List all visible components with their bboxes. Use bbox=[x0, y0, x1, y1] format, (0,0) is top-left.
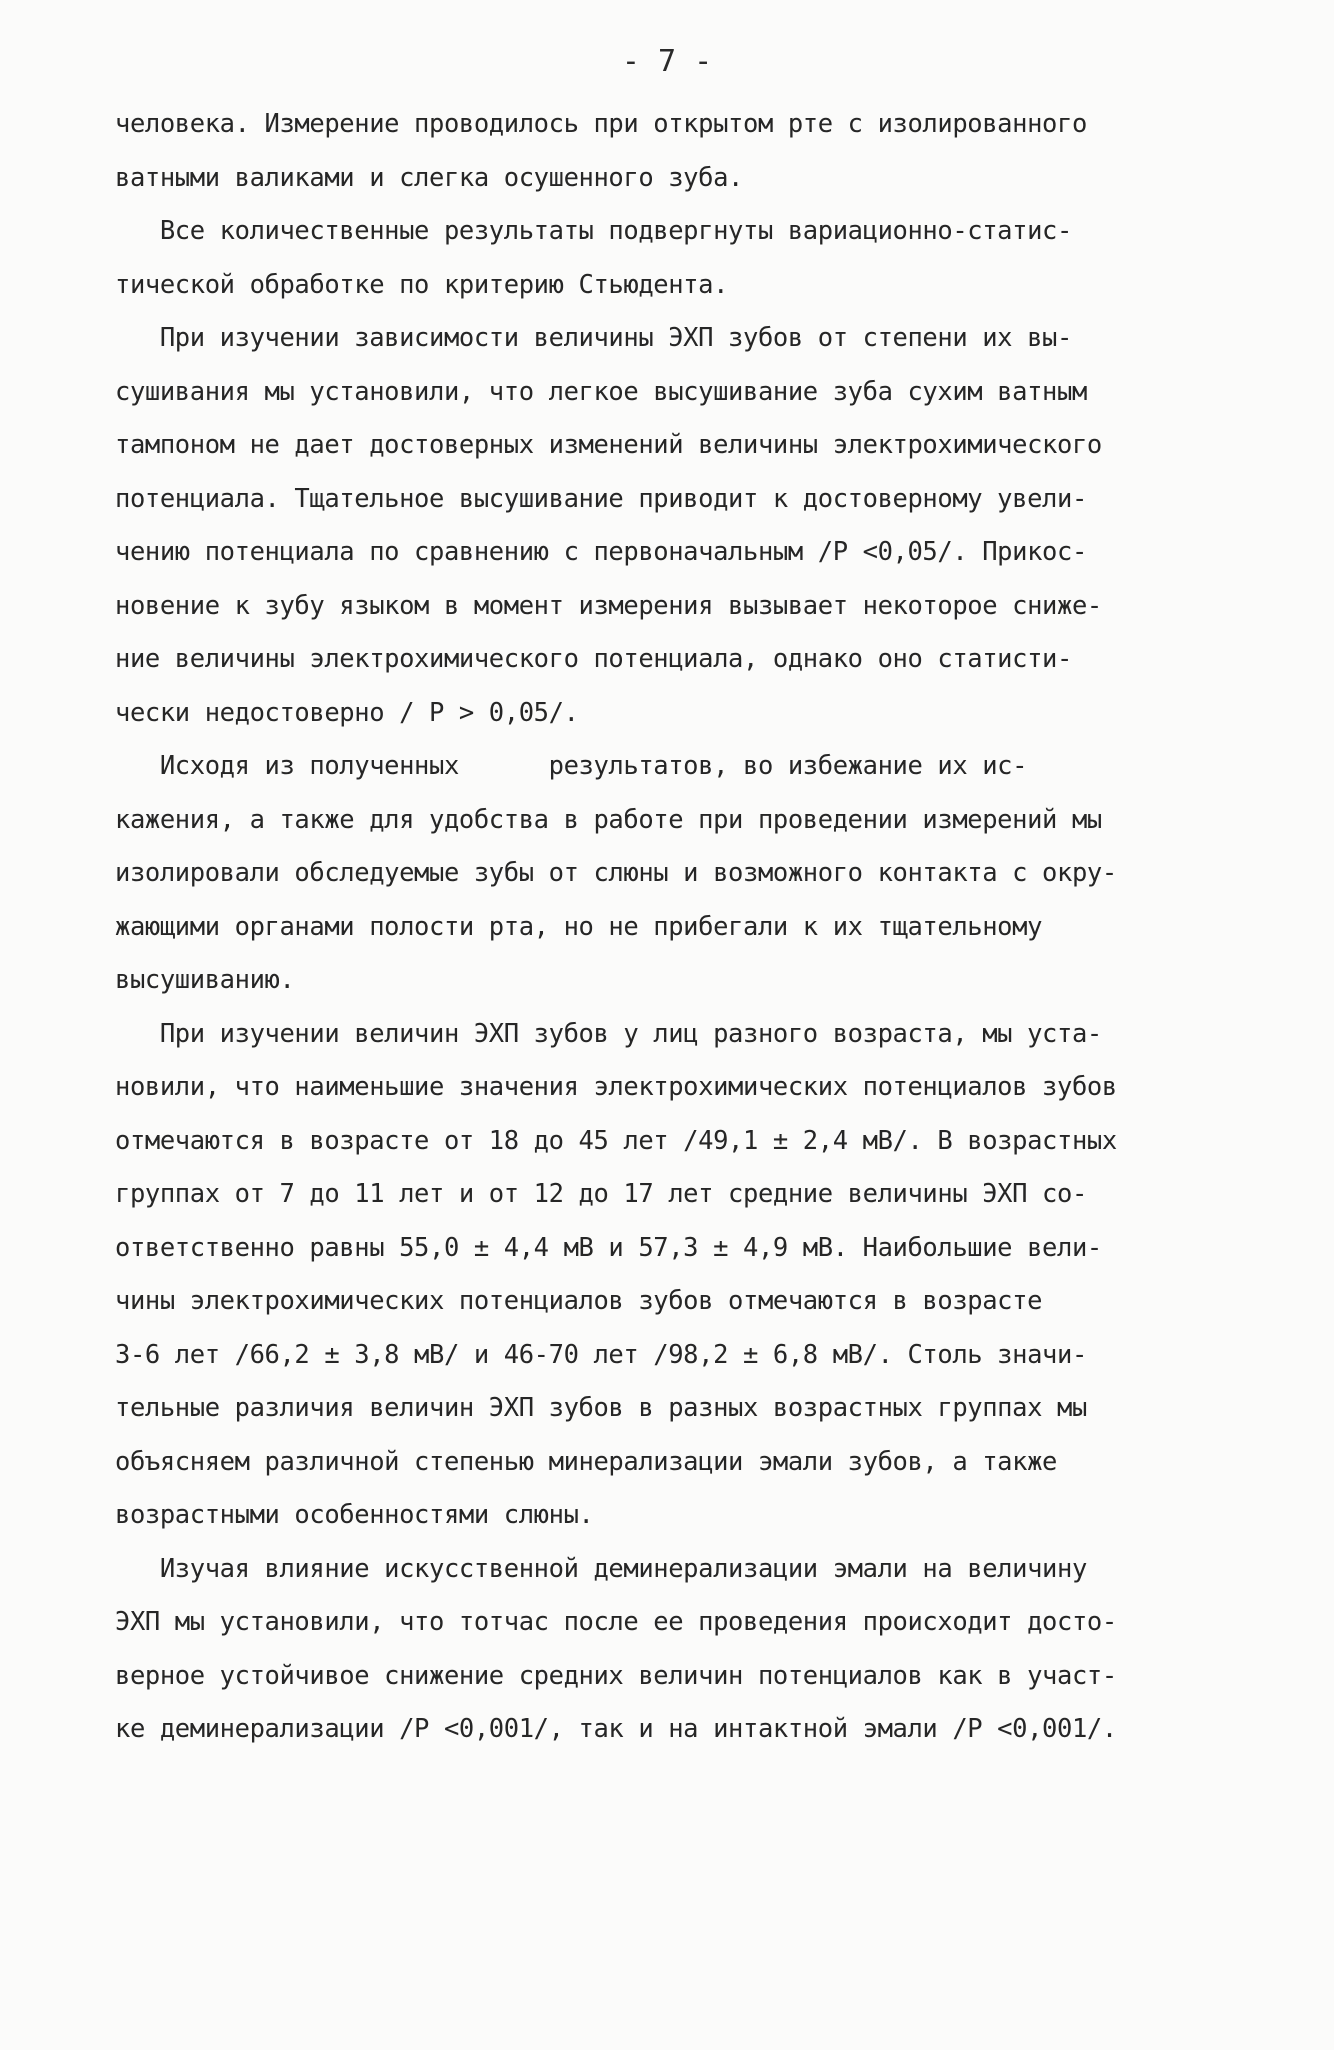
text-line: новили, что наименьшие значения электрохимических потенциалов зубов bbox=[115, 1072, 1117, 1102]
text-line: При изучении величин ЭХП зубов у лиц разного возраста, мы уста- bbox=[115, 1018, 1102, 1049]
text-line: сушивания мы установили, что легкое высушивание зуба сухим ватным bbox=[115, 376, 1087, 407]
text-line: тампоном не дает достоверных изменений величины электрохимического bbox=[115, 430, 1102, 460]
text-line: тельные различия величин ЭХП зубов в разных возрастных группах мы bbox=[115, 1393, 1087, 1423]
text-line: Изучая влияние искусственной деминерализации эмали на величину bbox=[115, 1553, 1087, 1584]
text-line: тической обработке по критерию Стьюдента. bbox=[115, 269, 729, 300]
text-line: Все количественные результаты подвергнуты вариационно-статис- bbox=[115, 216, 1072, 246]
text-line: человека. Измерение проводилось при открытом рте с изолированного bbox=[115, 109, 1087, 139]
text-line: ответственно равны 55,0 ± 4,4 мВ и 57,3 ± 4,9 мВ. Наибольшие вели- bbox=[115, 1232, 1102, 1263]
text-line: группах от 7 до 11 лет и от 12 до 17 лет средние величины ЭХП со- bbox=[115, 1179, 1087, 1209]
text-line: чению потенциала по сравнению с первоначальным /Р <0,05/. Прикос- bbox=[115, 537, 1087, 567]
text-line: возрастными особенностями слюны. bbox=[115, 1500, 594, 1530]
body-text bbox=[115, 98, 1225, 1757]
page-number: - 7 - bbox=[621, 44, 713, 79]
text-line: потенциала. Тщательное высушивание приводит к достоверному увели- bbox=[115, 483, 1087, 514]
text-line: верное устойчивое снижение средних величин потенциалов как в участ- bbox=[115, 1660, 1117, 1691]
text-line: высушиванию. bbox=[115, 965, 295, 995]
text-line: ЭХП мы установили, что тотчас после ее проведения происходит досто- bbox=[115, 1607, 1117, 1637]
text-line: ке деминерализации /Р <0,001/, так и на интактной эмали /Р <0,001/. bbox=[115, 1714, 1117, 1744]
text-line: изолировали обследуемые зубы от слюны и возможного контакта с окру- bbox=[115, 858, 1117, 888]
text-line: жающими органами полости рта, но не прибегали к их тщательному bbox=[115, 911, 1043, 942]
text-line: чины электрохимических потенциалов зубов отмечаются в возрасте bbox=[115, 1286, 1043, 1316]
text-line: При изучении зависимости величины ЭХП зубов от степени их вы- bbox=[115, 323, 1072, 353]
text-line: чески недостоверно / Р > 0,05/. bbox=[115, 697, 579, 728]
text-line: кажения, а также для удобства в работе при проведении измерений мы bbox=[115, 804, 1102, 835]
text-line: ние величины электрохимического потенциала, однако оно статисти- bbox=[115, 644, 1072, 674]
text-line: 3-6 лет /66,2 ± 3,8 мВ/ и 46-70 лет /98,2 ± 6,8 мВ/. Столь значи- bbox=[115, 1339, 1087, 1370]
text-line: Исходя из полученных результатов, во избежание их ис- bbox=[115, 751, 1028, 781]
text-line: ватными валиками и слегка осушенного зуба. bbox=[115, 162, 743, 193]
text-line: объясняем различной степенью минерализации эмали зубов, а также bbox=[115, 1446, 1057, 1477]
text-line: отмечаются в возрасте от 18 до 45 лет /49,1 ± 2,4 мВ/. В возрастных bbox=[115, 1125, 1117, 1156]
text-line: новение к зубу языком в момент измерения вызывает некоторое сниже- bbox=[115, 590, 1102, 621]
